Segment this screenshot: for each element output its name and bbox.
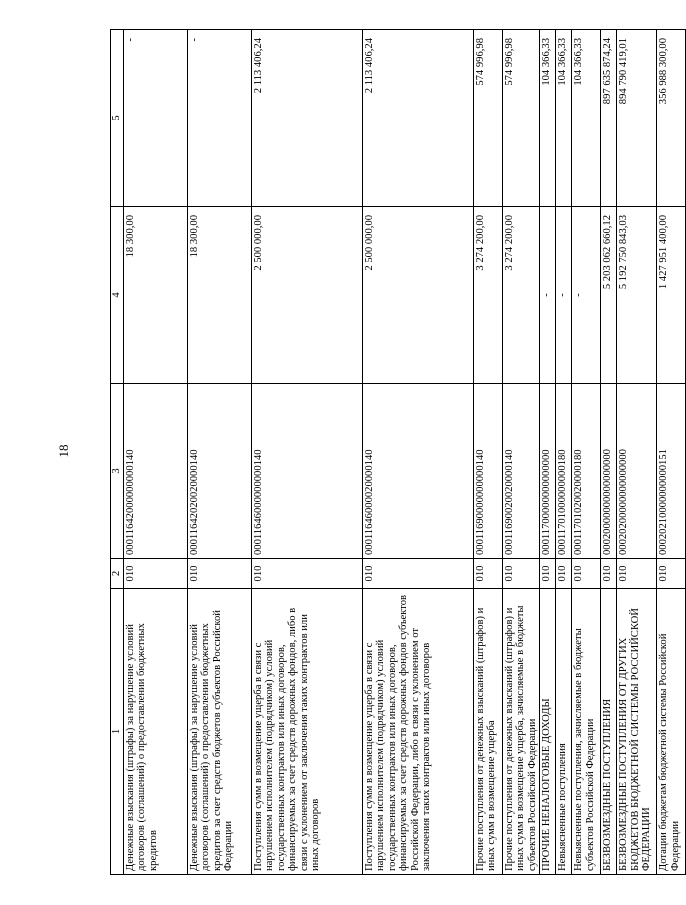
table-row [474, 30, 503, 875]
row-fact-value: 574 996,98 [503, 30, 540, 207]
row-kbk-code: 00011701020020000180 [572, 384, 601, 559]
row-plan-value: 2 500 000,00 [363, 207, 474, 384]
row-line-code: 010 [572, 559, 601, 589]
row-fact-value: 574 996,98 [474, 30, 503, 207]
row-name: ПРОЧИЕ НЕНАЛОГОВЫЕ ДОХОДЫ [540, 589, 556, 875]
table-row [601, 30, 617, 875]
row-name: Денежные взыскания (штрафы) за нарушение условий договоров (соглашений) о предоставлении бюджетных кредитов за счет средств бюджетов субъектов Российской Федерации [188, 589, 252, 875]
row-name: Прочие поступления от денежных взысканий (штрафов) и иных сумм в возмещение ущерба, зачисляемые в бюджеты субъектов Российской Федерации [503, 589, 540, 875]
row-plan-value: 1 427 951 400,00 [657, 207, 686, 384]
row-plan-value: - [556, 207, 572, 384]
row-kbk-code: 00011700000000000000 [540, 384, 556, 559]
revenue-table [110, 29, 686, 875]
table-row [188, 30, 252, 875]
row-kbk-code: 00011642000000000140 [124, 384, 188, 559]
row-kbk-code: 00011690000000000140 [474, 384, 503, 559]
row-plan-value: 18 300,00 [188, 207, 252, 384]
row-name: Дотации бюджетам бюджетной системы Российской Федерации [657, 589, 686, 875]
page-number: 18 [56, 444, 71, 458]
row-fact-value: 897 635 874,24 [601, 30, 617, 207]
table-row [363, 30, 474, 875]
row-line-code: 010 [363, 559, 474, 589]
header-cell-4: 4 [111, 207, 124, 384]
table-wrapper [110, 30, 681, 875]
row-line-code: 010 [556, 559, 572, 589]
row-line-code: 010 [252, 559, 363, 589]
row-fact-value: 104 366,33 [556, 30, 572, 207]
row-line-code: 010 [474, 559, 503, 589]
table-row [540, 30, 556, 875]
row-kbk-code: 00020000000000000000 [601, 384, 617, 559]
table-row [572, 30, 601, 875]
table-row [124, 30, 188, 875]
row-line-code: 010 [124, 559, 188, 589]
table-row [657, 30, 686, 875]
row-name: Денежные взыскания (штрафы) за нарушение условий договоров (соглашений) о предоставлении бюджетных кредитов [124, 589, 188, 875]
row-name: Невыясненные поступления, зачисляемые в бюджеты субъектов Российской Федерации [572, 589, 601, 875]
row-name: Прочие поступления от денежных взысканий (штрафов) и иных сумм в возмещение ущерба [474, 589, 503, 875]
table-row [252, 30, 363, 875]
row-fact-value: 104 366,33 [540, 30, 556, 207]
row-kbk-code: 00011701000000000180 [556, 384, 572, 559]
row-fact-value: 2 113 406,24 [363, 30, 474, 207]
row-line-code: 010 [188, 559, 252, 589]
header-cell-3: 3 [111, 384, 124, 559]
row-fact-value: 894 790 419,01 [617, 30, 657, 207]
row-plan-value: 2 500 000,00 [252, 207, 363, 384]
row-plan-value: 5 203 062 660,12 [601, 207, 617, 384]
row-line-code: 010 [617, 559, 657, 589]
row-line-code: 010 [540, 559, 556, 589]
row-plan-value: 5 192 750 843,03 [617, 207, 657, 384]
row-line-code: 010 [657, 559, 686, 589]
row-plan-value: - [540, 207, 556, 384]
table-rotated-container [110, 30, 681, 875]
header-cell-5: 5 [111, 30, 124, 207]
row-name: Поступления сумм в возмещение ущерба в связи с нарушением исполнителем (подрядчиком) условий государственных контрактов или иных договоров, финансируемых за счет средств дорожных фондов, либо в связи с уклонением от заключения таких контрактов или иных договоров [252, 589, 363, 875]
table-row [617, 30, 657, 875]
row-fact-value: 356 988 300,00 [657, 30, 686, 207]
row-fact-value: - [124, 30, 188, 207]
row-line-code: 010 [503, 559, 540, 589]
table-row [556, 30, 572, 875]
row-kbk-code: 00020210000000000151 [657, 384, 686, 559]
row-fact-value: 2 113 406,24 [252, 30, 363, 207]
row-name: БЕЗВОЗМЕЗДНЫЕ ПОСТУПЛЕНИЯ [601, 589, 617, 875]
table-row [503, 30, 540, 875]
header-cell-2: 2 [111, 559, 124, 589]
row-kbk-code: 00011646000020000140 [363, 384, 474, 559]
row-line-code: 010 [601, 559, 617, 589]
row-plan-value: 3 274 200,00 [474, 207, 503, 384]
header-cell-1: 1 [111, 589, 124, 875]
row-kbk-code: 00011690020020000140 [503, 384, 540, 559]
row-name: Невыясненные поступления [556, 589, 572, 875]
row-name: Поступления сумм в возмещение ущерба в связи с нарушением исполнителем (подрядчиком) условий государственных контрактов или иных договоров, финансируемых за счет средств дорожных фондов субъектов Российской Федерации, либо в связи с уклонением от заключения таких контрактов или иных договоров [363, 589, 474, 875]
row-kbk-code: 00011642020020000140 [188, 384, 252, 559]
row-plan-value: 3 274 200,00 [503, 207, 540, 384]
row-plan-value: - [572, 207, 601, 384]
table-header-row [111, 30, 124, 875]
row-fact-value: - [188, 30, 252, 207]
row-plan-value: 18 300,00 [124, 207, 188, 384]
row-fact-value: 104 366,33 [572, 30, 601, 207]
row-name: БЕЗВОЗМЕЗДНЫЕ ПОСТУПЛЕНИЯ ОТ ДРУГИХ БЮДЖЕТОВ БЮДЖЕТНОЙ СИСТЕМЫ РОССИЙСКОЙ ФЕДЕРАЦИИ [617, 589, 657, 875]
row-kbk-code: 00011646000000000140 [252, 384, 363, 559]
row-kbk-code: 00020200000000000000 [617, 384, 657, 559]
